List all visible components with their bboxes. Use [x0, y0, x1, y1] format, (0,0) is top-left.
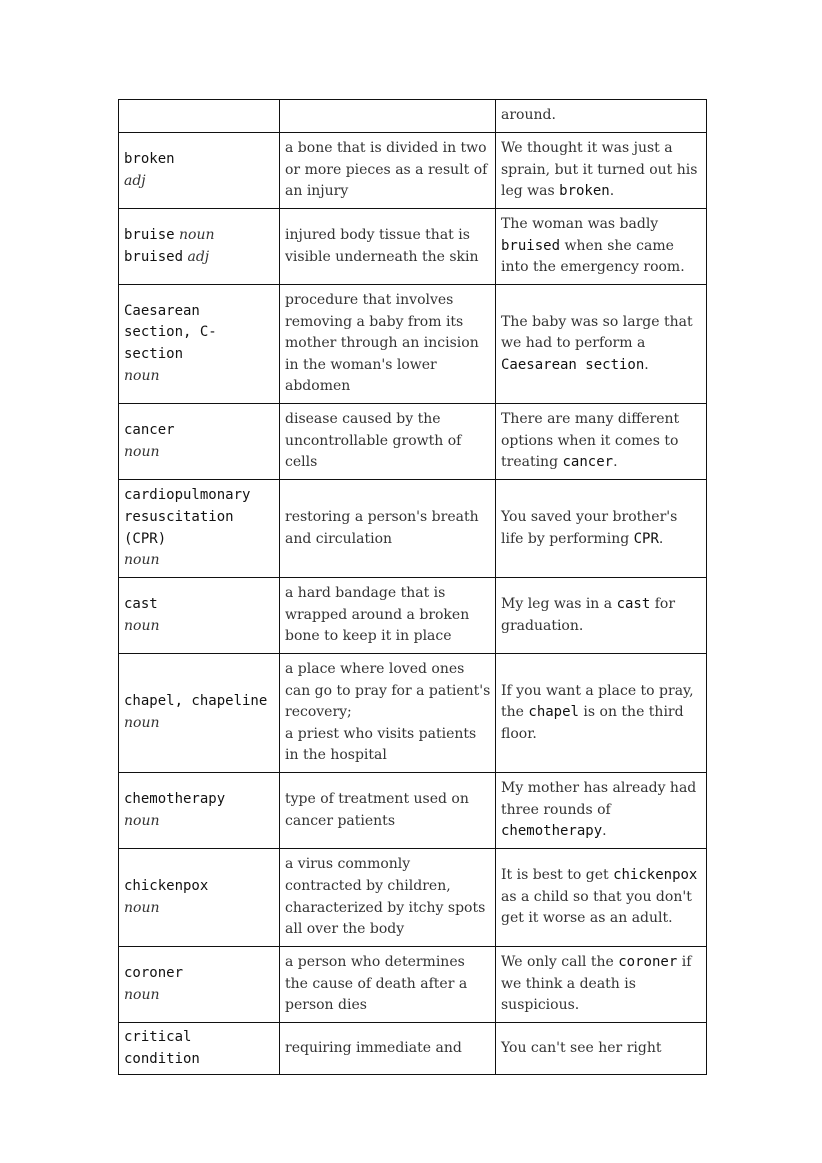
term: chemotherapy: [124, 790, 226, 807]
term-cell: [119, 1023, 280, 1075]
example-keyword: CPR: [633, 530, 659, 547]
table-row: [119, 1023, 707, 1075]
term: chickenpox: [124, 877, 209, 894]
table-row: [119, 209, 707, 285]
example-cell: [496, 480, 707, 578]
definition-text: a priest who visits patients in the hospital: [285, 725, 477, 764]
example-text: as a child so that you don't get it worse as an adult.: [501, 888, 692, 927]
example-keyword: cast: [616, 595, 651, 612]
table-row: [119, 947, 707, 1023]
definition-cell: a person who determines the cause of death after a person dies: [280, 947, 496, 1023]
table-row: [119, 404, 707, 480]
example-text: We thought it was just a sprain, but it turned out his leg was: [501, 140, 698, 200]
term: bruised: [124, 248, 184, 265]
part-of-speech: noun: [124, 443, 160, 460]
example-keyword: coroner: [618, 954, 678, 971]
example-cell: [496, 849, 707, 947]
table-row: [119, 100, 707, 133]
part-of-speech: noun: [124, 367, 160, 384]
part-of-speech: adj: [187, 248, 210, 265]
definition-cell: a virus commonly contracted by children, characterized by itchy spots all over the body: [280, 849, 496, 947]
term-cell: [119, 209, 280, 285]
example-text: when she came into the emergency room.: [501, 237, 685, 276]
term-cell: [119, 480, 280, 578]
table-row: [119, 578, 707, 654]
example-cell: [496, 1023, 707, 1075]
example-text: My leg was in a: [501, 595, 617, 612]
example-keyword: chickenpox: [613, 867, 698, 884]
term-cell: [119, 773, 280, 849]
term: cast: [124, 595, 158, 612]
term: cancer: [124, 421, 175, 438]
example-text: .: [609, 183, 615, 200]
term: chapel, chapeline: [124, 693, 268, 710]
example-cell: [496, 773, 707, 849]
example-text: The woman was badly: [501, 216, 659, 233]
part-of-speech: noun: [124, 617, 160, 634]
example-text: for graduation.: [501, 595, 676, 634]
example-keyword: chemotherapy: [501, 823, 603, 840]
part-of-speech: noun: [179, 226, 215, 243]
term-cell: [119, 578, 280, 654]
example-text: If you want a place to pray, the: [501, 682, 694, 721]
part-of-speech: adj: [124, 172, 146, 189]
example-keyword: bruised: [501, 237, 561, 254]
part-of-speech: noun: [124, 986, 160, 1003]
example-text: .: [658, 530, 664, 547]
example-text: .: [644, 356, 649, 373]
table-row: [119, 654, 707, 773]
term-cell: [119, 404, 280, 480]
example-text: My mother has already had three rounds of: [501, 780, 697, 818]
definition-cell: restoring a person's breath and circulation: [280, 480, 496, 578]
example-cell: [496, 654, 707, 773]
example-cell: [496, 209, 707, 285]
example-cell: [496, 285, 707, 404]
example-text: It is best to get: [501, 867, 614, 884]
example-text: We only call the: [501, 954, 619, 971]
definition-cell: a hard bandage that is wrapped around a broken bone to keep it in place: [280, 578, 496, 654]
part-of-speech: noun: [124, 812, 160, 829]
example-text: .: [602, 823, 607, 840]
term: broken: [124, 150, 175, 167]
example-text: You saved your brother's life by performing: [501, 508, 678, 547]
example-cell: [496, 133, 707, 209]
example-text: if we think a death is suspicious.: [501, 954, 692, 1014]
term-cell: [119, 133, 280, 209]
definition-cell: disease caused by the uncontrollable growth of cells: [280, 404, 496, 480]
example-keyword: cancer: [562, 454, 614, 471]
table-row: [119, 480, 707, 578]
term: coroner: [124, 964, 184, 981]
example-text: The baby was so large that we had to perform a: [501, 313, 693, 352]
example-text: is on the third floor.: [501, 704, 684, 742]
part-of-speech: noun: [124, 715, 160, 731]
term: critical condition: [124, 1029, 200, 1067]
example-text: .: [613, 454, 618, 471]
example-cell: [496, 578, 707, 654]
term-cell: [119, 849, 280, 947]
table-row: [119, 133, 707, 209]
example-text: There are many different options when it comes to treating: [501, 411, 680, 471]
term: cardiopulmonary resuscitation (CPR): [124, 487, 251, 547]
definition-text: a place where loved ones can go to pray for a patient's recovery;: [285, 661, 491, 721]
example-cell: [496, 404, 707, 480]
example-cell: [496, 947, 707, 1023]
term-cell: [119, 100, 280, 133]
definition-cell: a bone that is divided in two or more pieces as a result of an injury: [280, 133, 496, 209]
definition-cell: [280, 654, 496, 773]
example-text: You can't see her right: [501, 1039, 662, 1056]
definition-cell: procedure that involves removing a baby from its mother through an incision in the woman's lower abdomen: [280, 285, 496, 404]
definition-cell: [280, 100, 496, 133]
definition-cell: injured body tissue that is visible underneath the skin: [280, 209, 496, 285]
glossary-table: [118, 99, 707, 1075]
example-keyword: Caesarean section: [501, 356, 645, 373]
example-keyword: broken: [559, 183, 610, 200]
part-of-speech: noun: [124, 552, 160, 569]
term-cell: [119, 654, 280, 773]
definition-cell: type of treatment used on cancer patients: [280, 773, 496, 849]
table-row: [119, 285, 707, 404]
definition-cell: requiring immediate and: [280, 1023, 496, 1075]
term-cell: [119, 947, 280, 1023]
term: Caesarean section, C-section: [124, 302, 217, 362]
example-keyword: chapel: [528, 704, 579, 721]
table-row: [119, 773, 707, 849]
table-row: [119, 849, 707, 947]
part-of-speech: noun: [124, 899, 160, 916]
term-cell: [119, 285, 280, 404]
term: bruise: [124, 226, 175, 243]
example-cell: around.: [496, 100, 707, 133]
